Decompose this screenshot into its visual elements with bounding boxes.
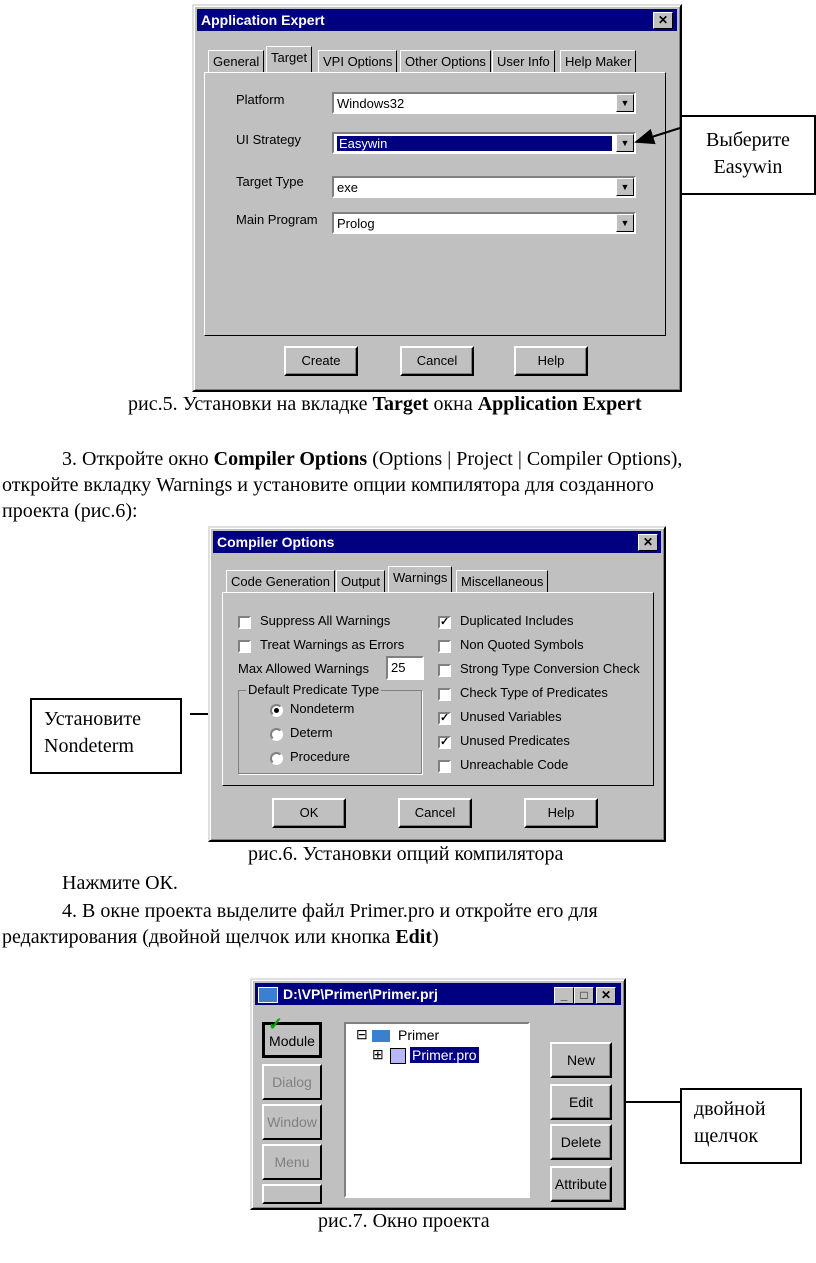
- step3-line3: проекта (рис.6):: [2, 500, 138, 522]
- tab-miscellaneous[interactable]: Miscellaneous: [456, 570, 548, 592]
- suppress-all-warnings-checkbox[interactable]: [238, 616, 251, 629]
- main-program-label: Main Program: [236, 212, 318, 227]
- warning-option-checkbox[interactable]: ✓: [440, 736, 450, 748]
- procedure-radio[interactable]: [270, 752, 283, 765]
- warning-option-label: Strong Type Conversion Check: [460, 661, 640, 676]
- create-button[interactable]: Create: [284, 346, 358, 376]
- help-button[interactable]: Help: [524, 798, 598, 828]
- warning-option-label: Check Type of Predicates: [460, 685, 608, 700]
- close-button[interactable]: ✕: [596, 987, 616, 1004]
- warning-option-checkbox[interactable]: ✓: [440, 712, 450, 724]
- warning-option-checkbox[interactable]: ✓: [440, 616, 450, 628]
- bold-compiler-options: Compiler Options: [213, 448, 368, 470]
- attribute-button[interactable]: Attribute: [550, 1166, 612, 1202]
- module-tree[interactable]: [344, 1022, 530, 1198]
- file-icon: [390, 1048, 406, 1064]
- step3-line2: откройте вкладку Warnings и установите опции компилятора для созданного: [2, 474, 654, 496]
- callout-nondeterm: [30, 698, 182, 774]
- callout-line-1: двойной: [694, 1098, 766, 1120]
- procedure-label: Procedure: [290, 749, 350, 764]
- main-program-value: Prolog: [337, 216, 375, 231]
- bold-edit: Edit: [395, 926, 432, 948]
- window-title: Compiler Options: [217, 534, 335, 550]
- max-allowed-warnings-input[interactable]: [386, 656, 424, 680]
- target-type-label: Target Type: [236, 174, 304, 189]
- tab-user-info[interactable]: User Info: [492, 50, 555, 72]
- toolbar-button[interactable]: [262, 1184, 322, 1204]
- chevron-down-icon[interactable]: ▼: [616, 134, 634, 152]
- callout-line-2: Nondeterm: [44, 735, 134, 757]
- tab-vpi-options[interactable]: VPI Options: [318, 50, 397, 72]
- compiler-options-window: [208, 526, 666, 842]
- tab-output[interactable]: Output: [336, 570, 385, 592]
- tab-other-options[interactable]: Other Options: [400, 50, 491, 72]
- nondeterm-label: Nondeterm: [290, 701, 355, 716]
- tab-code-generation[interactable]: Code Generation: [226, 570, 335, 592]
- maximize-button[interactable]: □: [574, 987, 594, 1004]
- figure-7-caption: рис.7. Окно проекта: [318, 1210, 490, 1232]
- expand-icon[interactable]: ⊞: [372, 1046, 384, 1062]
- chevron-down-icon[interactable]: ▼: [616, 214, 634, 232]
- suppress-all-warnings-label: Suppress All Warnings: [260, 613, 391, 628]
- target-type-value: exe: [337, 180, 358, 195]
- chevron-down-icon[interactable]: ▼: [616, 94, 634, 112]
- dialog-button[interactable]: Dialog: [262, 1064, 322, 1100]
- text: редактирования (двойной щелчок или кнопка: [2, 926, 396, 948]
- delete-button[interactable]: Delete: [550, 1124, 612, 1160]
- treat-warnings-as-errors-label: Treat Warnings as Errors: [260, 637, 405, 652]
- warning-option-label: Unreachable Code: [460, 757, 569, 772]
- window-title: D:\VP\Primer\Primer.prj: [283, 986, 438, 1002]
- title-bar: [213, 531, 661, 553]
- determ-label: Determ: [290, 725, 333, 740]
- default-predicate-type-label: Default Predicate Type: [248, 682, 380, 697]
- new-button[interactable]: New: [550, 1042, 612, 1078]
- max-allowed-warnings-value: 25: [391, 660, 406, 675]
- edit-button[interactable]: Edit: [550, 1084, 612, 1120]
- warning-option-label: Duplicated Includes: [460, 613, 574, 628]
- callout-line-2: щелчок: [694, 1125, 759, 1147]
- window-button[interactable]: Window: [262, 1104, 322, 1140]
- cancel-button[interactable]: Cancel: [400, 346, 474, 376]
- checkmark-icon: ✓: [268, 1014, 284, 1034]
- nondeterm-radio[interactable]: [270, 704, 283, 717]
- project-icon: [258, 987, 278, 1003]
- ui-strategy-label: UI Strategy: [236, 132, 302, 147]
- help-button[interactable]: Help: [514, 346, 588, 376]
- caption-bold-app-expert: Application Expert: [477, 393, 642, 415]
- warning-option-checkbox[interactable]: [438, 688, 451, 701]
- close-button[interactable]: ✕: [653, 12, 673, 29]
- minimize-button[interactable]: _: [554, 987, 574, 1004]
- max-allowed-warnings-label: Max Allowed Warnings: [238, 661, 370, 676]
- platform-label: Platform: [236, 92, 285, 107]
- module-button[interactable]: Module: [262, 1022, 322, 1058]
- press-ok-text: Нажмите ОК.: [62, 872, 178, 894]
- text: 3. Откройте окно: [62, 448, 214, 470]
- figure-6-caption: рис.6. Установки опций компилятора: [248, 843, 564, 865]
- callout-line-1: Установите: [44, 708, 141, 730]
- callout-double-click: [680, 1088, 802, 1164]
- tab-target[interactable]: Target: [266, 46, 312, 72]
- ok-button[interactable]: OK: [272, 798, 346, 828]
- project-tree-icon: [372, 1030, 390, 1042]
- callout-line-1: Выберите: [706, 129, 790, 151]
- treat-warnings-as-errors-checkbox[interactable]: [238, 640, 251, 653]
- project-window: [250, 978, 626, 1210]
- figure-5-caption: [128, 393, 642, 416]
- tab-general[interactable]: General: [208, 50, 264, 72]
- callout-line-2: Easywin: [713, 156, 783, 178]
- step4-line2: [2, 926, 439, 949]
- collapse-icon[interactable]: ⊟: [356, 1026, 368, 1042]
- chevron-down-icon[interactable]: ▼: [616, 178, 634, 196]
- text: ): [432, 926, 439, 948]
- warning-option-label: Non Quoted Symbols: [460, 637, 584, 652]
- tab-help-maker[interactable]: Help Maker: [560, 50, 636, 72]
- menu-button[interactable]: Menu: [262, 1144, 322, 1180]
- warning-option-checkbox[interactable]: [438, 760, 451, 773]
- ui-strategy-value: Easywin: [337, 136, 612, 151]
- warning-option-label: Unused Variables: [460, 709, 562, 724]
- step4-line1: 4. В окне проекта выделите файл Primer.pro и откройте его для: [62, 900, 598, 922]
- warning-option-label: Unused Predicates: [460, 733, 570, 748]
- warning-option-checkbox[interactable]: [438, 664, 451, 677]
- determ-radio[interactable]: [270, 728, 283, 741]
- caption-text: окна: [428, 393, 478, 415]
- warning-option-checkbox[interactable]: [438, 640, 451, 653]
- close-button[interactable]: ✕: [638, 534, 658, 551]
- tree-child-primer-pro[interactable]: Primer.pro: [412, 1047, 477, 1063]
- caption-text: рис.5. Установки на вкладке: [128, 393, 373, 415]
- caption-bold-target: Target: [372, 393, 429, 415]
- tab-warnings[interactable]: Warnings: [388, 566, 452, 592]
- step3-line1: [62, 448, 682, 471]
- cancel-button[interactable]: Cancel: [398, 798, 472, 828]
- window-title: Application Expert: [201, 12, 325, 28]
- text: (Options | Project | Compiler Options),: [367, 448, 683, 470]
- platform-value: Windows32: [337, 96, 405, 111]
- tree-root-label: Primer: [398, 1027, 440, 1043]
